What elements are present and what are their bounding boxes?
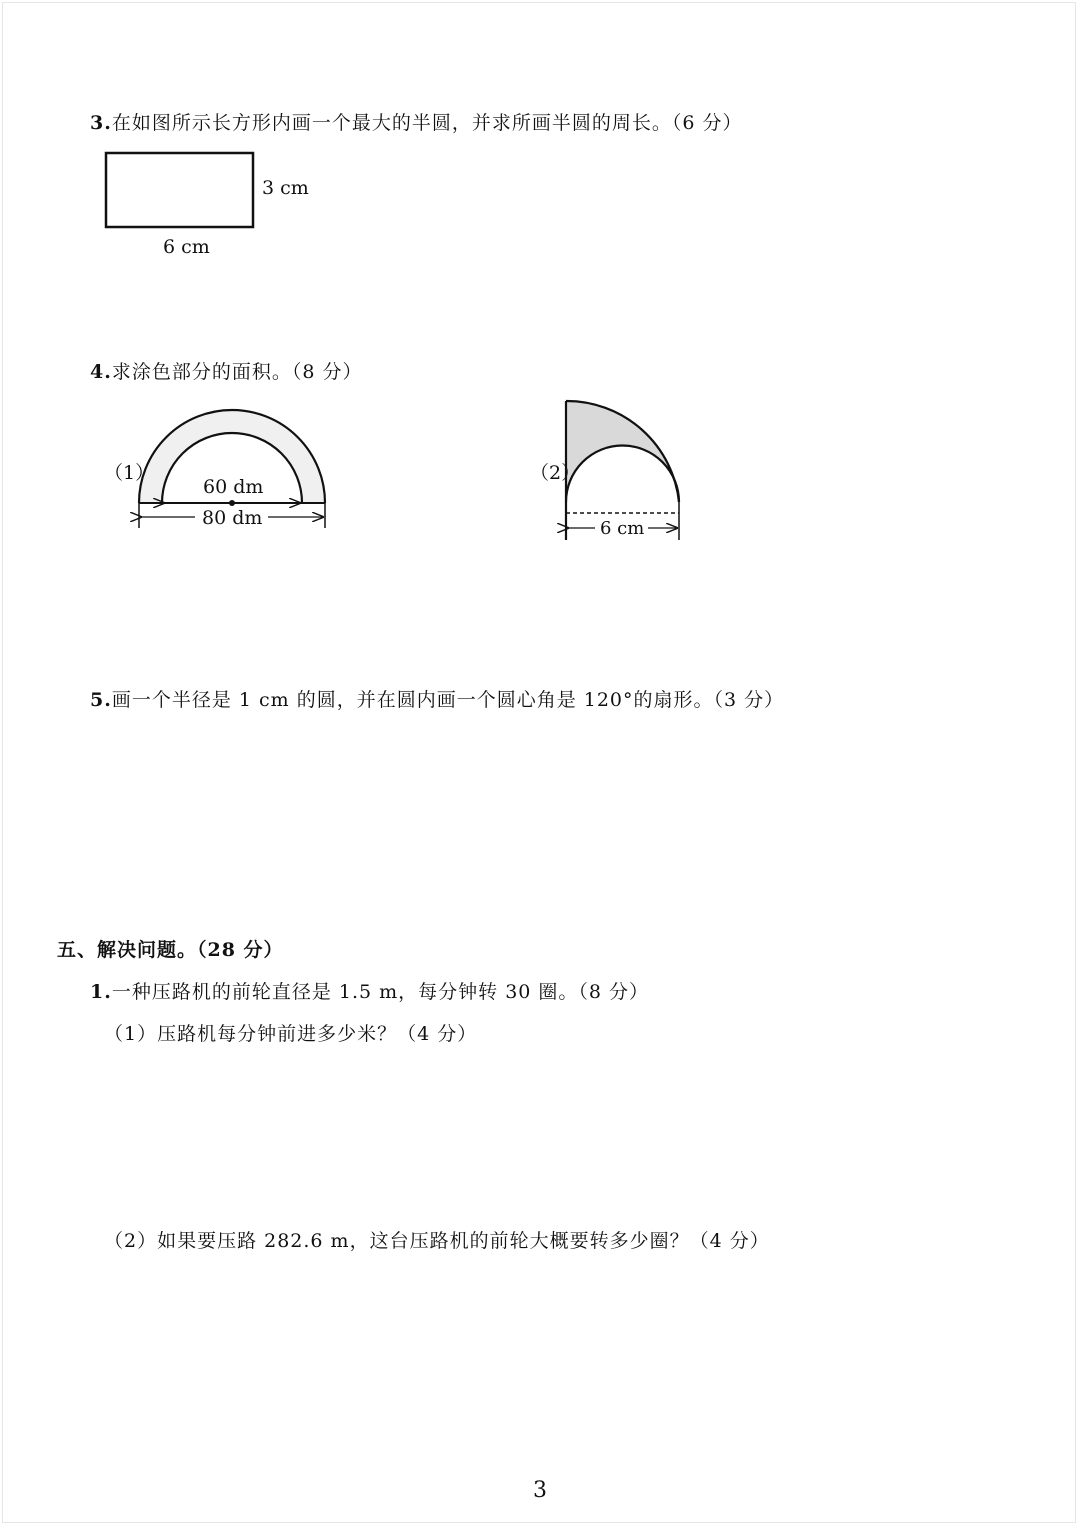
question-4-text: 求涂色部分的面积。（8 分） — [111, 361, 363, 383]
question-3-text: 在如图所示长方形内画一个最大的半圆，并求所画半圆的周长。（6 分） — [111, 112, 743, 134]
problem-1-number: 1. — [90, 981, 112, 1003]
problem-1-text: 一种压路机的前轮直径是 1.5 m，每分钟转 30 圈。（8 分） — [111, 981, 650, 1003]
question-3-number: 3. — [90, 112, 112, 134]
rectangle-width-label: 6 cm — [163, 236, 210, 258]
figure-2-label: （2） — [530, 462, 581, 484]
problem-1 — [90, 977, 649, 1004]
figure-1-inner-label: 60 dm — [203, 476, 264, 498]
question-5 — [90, 685, 784, 712]
problem-1-part-1: （1）压路机每分钟前进多少米？（4 分） — [104, 1023, 478, 1045]
question-5-number: 5. — [90, 689, 112, 711]
question-4-number: 4. — [90, 361, 112, 383]
figure-1-outer-label: 80 dm — [202, 507, 263, 529]
figure-2-width-label: 6 cm — [600, 518, 645, 539]
problem-1-part-2: （2）如果要压路 282.6 m，这台压路机的前轮大概要转多少圈？（4 分） — [104, 1230, 770, 1252]
question-5-text: 画一个半径是 1 cm 的圆，并在圆内画一个圆心角是 120°的扇形。（3 分） — [111, 689, 785, 711]
section-5-title: 五、解决问题。（28 分） — [57, 939, 284, 961]
figure-1-label: （1） — [104, 462, 155, 484]
rectangle-height-label: 3 cm — [262, 177, 309, 199]
page-number: 3 — [533, 1478, 547, 1503]
